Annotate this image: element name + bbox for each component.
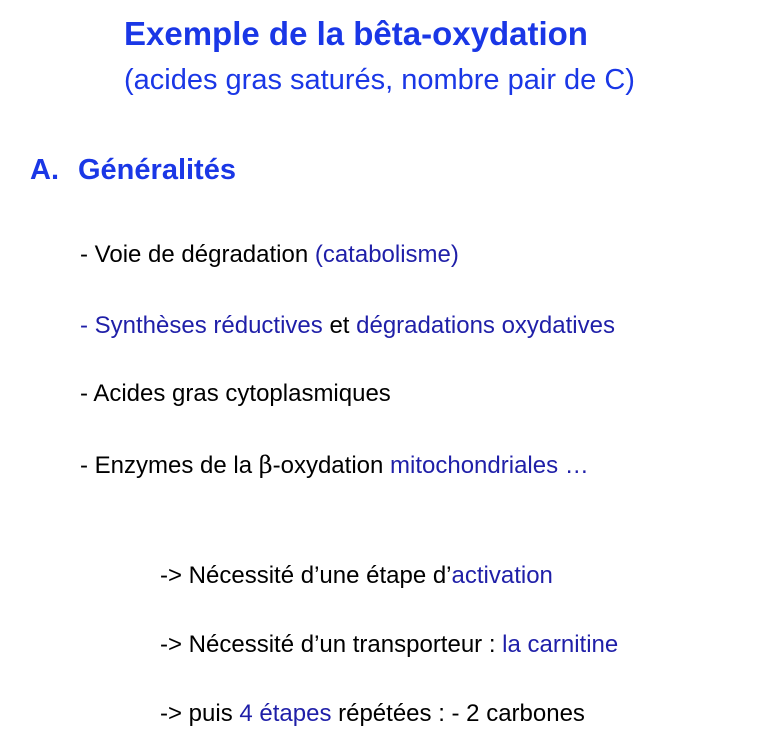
slide-title: Exemple de la bêta-oxydation <box>124 15 588 52</box>
section-heading <box>30 152 236 188</box>
consequence-text: -> Nécessité d’une étape d’ <box>160 562 452 589</box>
section-title: Généralités <box>78 154 236 186</box>
bullet-enzymes <box>80 450 589 481</box>
bullet-voie-degradation <box>80 240 459 270</box>
consequence-activation <box>160 561 553 591</box>
consequence-emphasis: activation <box>451 562 553 589</box>
bullet-text: -oxydation <box>272 452 391 479</box>
slide-subtitle: (acides gras saturés, nombre pair de C) <box>124 64 635 96</box>
section-number: A. <box>30 154 59 186</box>
bullet-emphasis: - Synthèses réductives <box>80 312 323 339</box>
consequence-emphasis: 4 étapes <box>239 700 332 727</box>
beta-symbol: β <box>258 451 273 479</box>
consequence-etapes <box>160 699 585 729</box>
bullet-text: - Acides gras cytoplasmiques <box>80 380 391 407</box>
consequence-text: -> Nécessité d’un transporteur : <box>160 631 503 658</box>
bullet-text: et <box>322 312 357 339</box>
consequence-emphasis: la carnitine <box>502 631 619 658</box>
bullet-emphasis: mitochondriales … <box>390 452 589 479</box>
consequence-text: répétées : - 2 carbones <box>331 700 585 727</box>
bullet-emphasis: (catabolisme) <box>314 241 459 268</box>
bullet-syntheses <box>80 311 615 341</box>
bullet-text: - Enzymes de la <box>80 452 259 479</box>
bullet-emphasis: dégradations oxydatives <box>356 312 615 339</box>
consequence-transporteur <box>160 630 618 660</box>
consequence-text: -> puis <box>160 700 240 727</box>
bullet-text: - Voie de dégradation <box>80 241 315 268</box>
bullet-acides-gras <box>80 379 391 409</box>
